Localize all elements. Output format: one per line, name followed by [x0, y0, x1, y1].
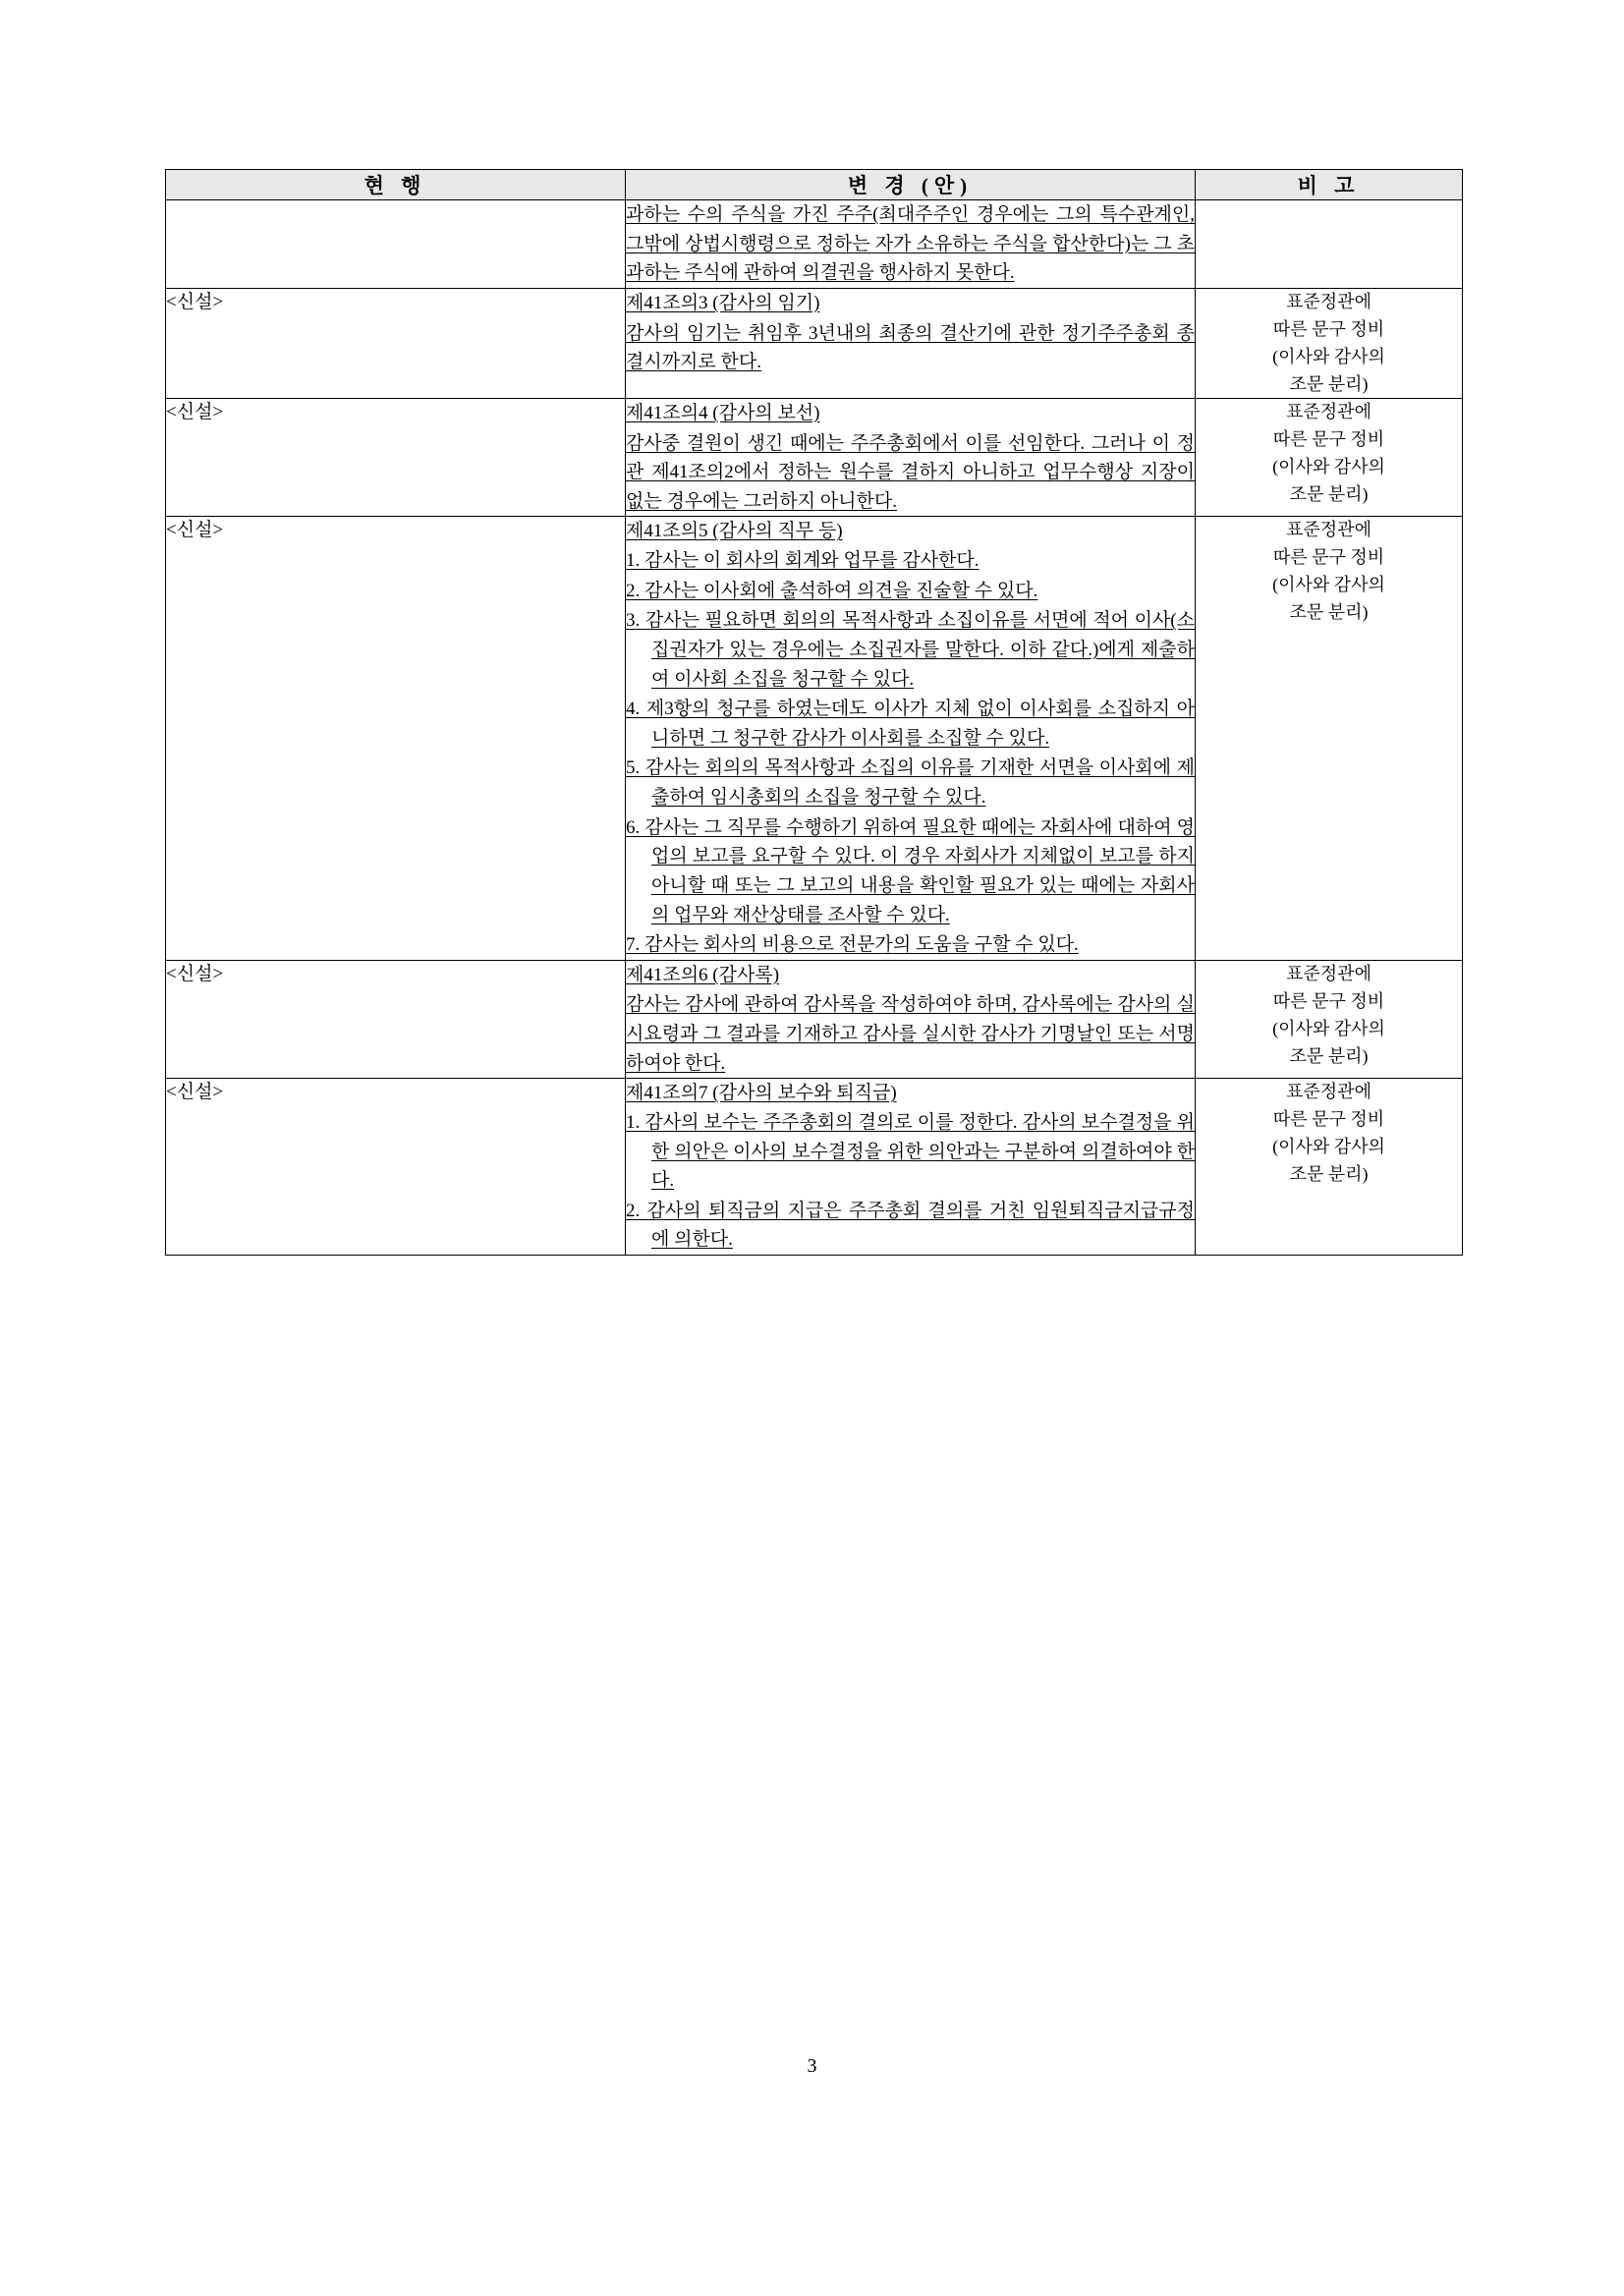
cell-note: [1196, 517, 1463, 960]
cell-change: [626, 960, 1196, 1079]
cell-note: [1196, 200, 1463, 289]
column-header-change: 변 경 (안): [626, 170, 1196, 200]
change-item: 7. 감사는 회사의 비용으로 전문가의 도움을 구할 수 있다.: [626, 934, 1079, 956]
cell-current: [166, 517, 626, 960]
cell-note: [1196, 398, 1463, 517]
table-row: [166, 1079, 1463, 1256]
amendment-comparison-table: [165, 169, 1463, 1256]
current-text: <신설>: [166, 963, 224, 984]
note-line: (이사와 감사의: [1272, 575, 1385, 595]
table-row: [166, 517, 1463, 960]
current-text: <신설>: [166, 291, 224, 312]
change-paragraph: 감사는 감사에 관하여 감사록을 작성하여야 하며, 감사록에는 감사의 실시요령과 그 결과를 기재하고 감사를 실시한 감사가 기명날인 또는 서명하여야 한다.: [626, 994, 1195, 1074]
note-line: (이사와 감사의: [1272, 1018, 1385, 1038]
note-line: 표준정관에: [1286, 1082, 1372, 1102]
cell-change: [626, 398, 1196, 517]
current-text: <신설>: [166, 1082, 224, 1103]
table-header-row: [166, 170, 1463, 200]
change-paragraph: 감사중 결원이 생긴 때에는 주주총회에서 이를 선임한다. 그러나 이 정관 제41조의2에서 정하는 원수를 결하지 아니하고 업무수행상 지장이 없는 경우에는 그러하지 아니한다.: [626, 432, 1195, 512]
current-text: <신설>: [166, 401, 224, 422]
change-item: 5. 감사는 회의의 목적사항과 소집의 이유를 기재한 서면을 이사회에 제출하여 임시총회의 소집을 청구할 수 있다.: [626, 757, 1195, 808]
note-line: 표준정관에: [1286, 520, 1372, 540]
note-line: 따른 문구 정비: [1272, 428, 1385, 449]
table-row: [166, 288, 1463, 398]
table-row: [166, 398, 1463, 517]
cell-current: [166, 398, 626, 517]
note-line: 표준정관에: [1286, 963, 1372, 983]
note-line: 표준정관에: [1286, 291, 1372, 311]
cell-note: [1196, 288, 1463, 398]
note-line: 조문 분리): [1289, 602, 1369, 623]
change-paragraph: 과하는 수의 주식을 가진 주주(최대주주인 경우에는 그의 특수관계인, 그밖에 상법시행령으로 정하는 자가 소유하는 주식을 합산한다)는 그 초과하는 주식에 관하여 의결권을 행사하지 못한다.: [626, 204, 1195, 284]
change-item: 6. 감사는 그 직무를 수행하기 위하여 필요한 때에는 자회사에 대하여 영업의 보고를 요구할 수 있다. 이 경우 자회사가 지체없이 보고를 하지 아니할 때 또는 그 보고의 내용을 확인할 필요가 있는 때에는 자회사의 업무와 재산상태를 조사할 수 있다.: [626, 816, 1195, 925]
note-line: 표준정관에: [1286, 401, 1372, 421]
cell-change: [626, 1079, 1196, 1256]
note-line: (이사와 감사의: [1272, 456, 1385, 476]
change-paragraph: 감사의 임기는 취임후 3년내의 최종의 결산기에 관한 정기주주총회 종결시까지로 한다.: [626, 322, 1195, 373]
note-line: 조문 분리): [1289, 1164, 1369, 1185]
change-item: 4. 제3항의 청구를 하였는데도 이사가 지체 없이 이사회를 소집하지 아니하면 그 청구한 감사가 이사회를 소집할 수 있다.: [626, 699, 1195, 749]
column-header-note: 비 고: [1196, 170, 1463, 200]
change-item: 1. 감사는 이 회사의 회계와 업무를 감사한다.: [626, 550, 980, 571]
page-number: 3: [807, 2055, 817, 2077]
change-title: 제41조의6 (감사록): [626, 964, 780, 985]
change-title: 제41조의7 (감사의 보수와 퇴직금): [626, 1083, 897, 1104]
note-line: 조문 분리): [1289, 1045, 1369, 1066]
cell-current: [166, 960, 626, 1079]
note-line: 따른 문구 정비: [1272, 1109, 1385, 1130]
current-text: <신설>: [166, 520, 224, 541]
table-row: [166, 960, 1463, 1079]
note-line: 따른 문구 정비: [1272, 547, 1385, 568]
change-item: 2. 감사의 퇴직금의 지급은 주주총회 결의를 거친 임원퇴직금지급규정에 의한다.: [626, 1200, 1195, 1251]
note-line: (이사와 감사의: [1272, 1137, 1385, 1157]
cell-change: [626, 200, 1196, 289]
cell-current: [166, 200, 626, 289]
change-title: 제41조의4 (감사의 보선): [626, 402, 820, 423]
change-item: 1. 감사의 보수는 주주총회의 결의로 이를 정한다. 감사의 보수결정을 위한 의안은 이사의 보수결정을 위한 의안과는 구분하여 의결하여야 한다.: [626, 1111, 1195, 1192]
cell-note: [1196, 960, 1463, 1079]
cell-current: [166, 288, 626, 398]
table-row: [166, 200, 1463, 289]
cell-change: [626, 288, 1196, 398]
cell-note: [1196, 1079, 1463, 1256]
note-line: 조문 분리): [1289, 373, 1369, 394]
change-item: 3. 감사는 필요하면 회의의 목적사항과 소집이유를 서면에 적어 이사(소집권자가 있는 경우에는 소집권자를 말한다. 이하 같다.)에게 제출하여 이사회 소집을 청구할 수 있다.: [626, 610, 1195, 690]
change-title: 제41조의5 (감사의 직무 등): [626, 521, 843, 542]
note-line: 따른 문구 정비: [1272, 318, 1385, 339]
cell-change: [626, 517, 1196, 960]
column-header-current: 현 행: [166, 170, 626, 200]
cell-current: [166, 1079, 626, 1256]
note-line: 조문 분리): [1289, 483, 1369, 504]
change-title: 제41조의3 (감사의 임기): [626, 292, 820, 313]
note-line: (이사와 감사의: [1272, 346, 1385, 366]
change-item: 2. 감사는 이사회에 출석하여 의견을 진술할 수 있다.: [626, 580, 1038, 601]
note-line: 따른 문구 정비: [1272, 990, 1385, 1011]
